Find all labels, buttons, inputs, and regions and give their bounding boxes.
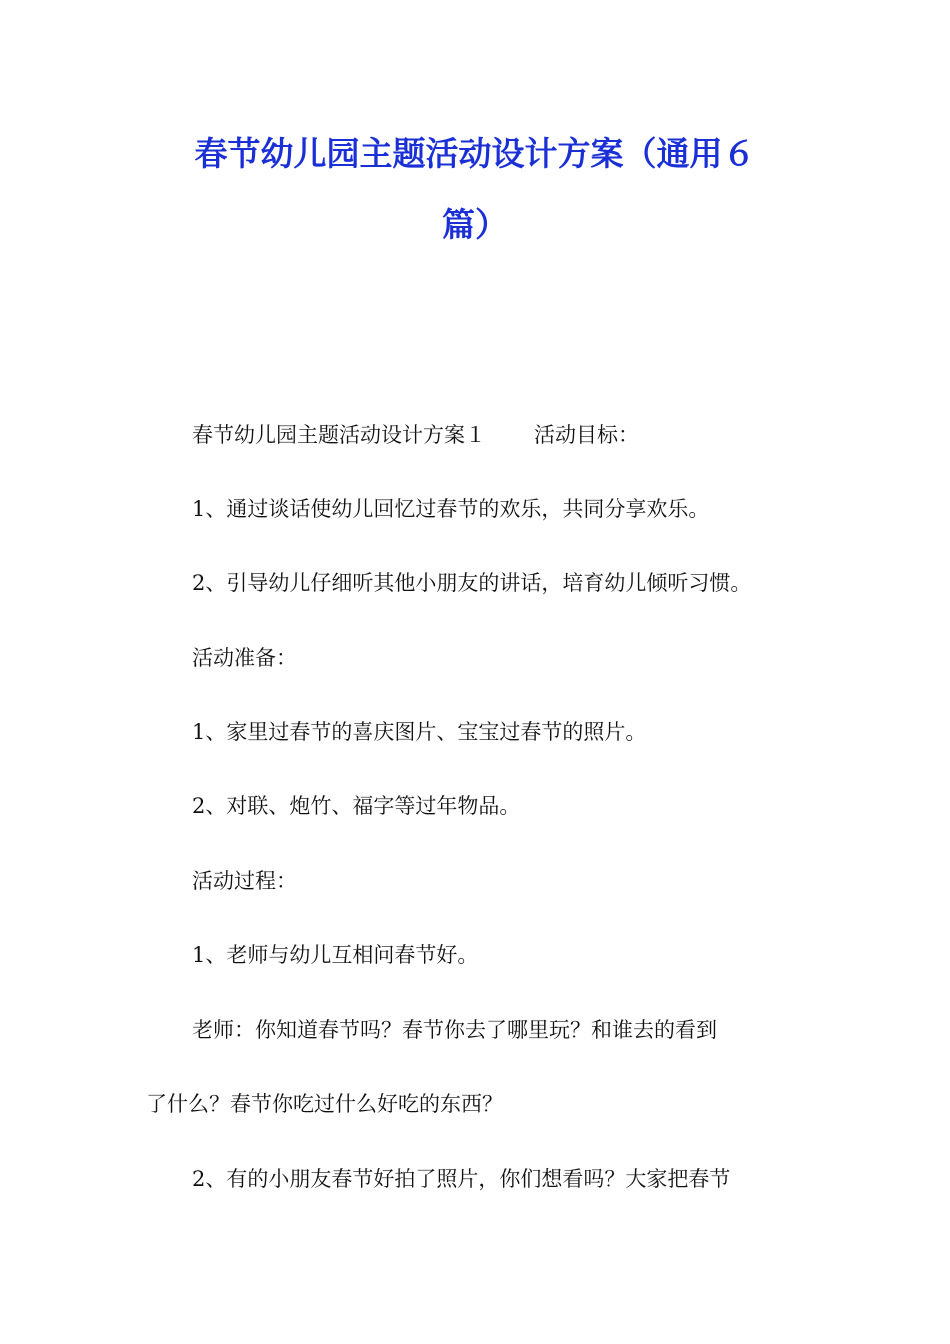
- subsection-label: 活动目标：: [534, 423, 639, 447]
- section-title: 春节幼儿园主题活动设计方案１: [192, 423, 486, 447]
- paragraph: 2、对联、炮竹、福字等过年物品。: [192, 794, 521, 818]
- paragraph: 了什么？春节你吃过什么好吃的东西？: [146, 1092, 503, 1116]
- paragraph: 活动过程：: [192, 869, 297, 893]
- paragraph: 1、通过谈话使幼儿回忆过春节的欢乐，共同分享欢乐。: [192, 497, 710, 521]
- paragraph: 2、有的小朋友春节好拍了照片，你们想看吗？大家把春节: [192, 1167, 731, 1191]
- document-title-line-2: 篇）: [442, 205, 508, 244]
- paragraph: 老师：你知道春节吗？春节你去了哪里玩？和谁去的看到: [192, 1018, 717, 1042]
- document-title-line-1: 春节幼儿园主题活动设计方案（通用６: [194, 134, 756, 173]
- section-heading: [192, 420, 639, 450]
- paragraph: 1、家里过春节的喜庆图片、宝宝过春节的照片。: [192, 720, 647, 744]
- paragraph: 活动准备：: [192, 646, 297, 670]
- paragraph: 1、老师与幼儿互相问春节好。: [192, 943, 479, 967]
- paragraph: 2、引导幼儿仔细听其他小朋友的讲话，培育幼儿倾听习惯。: [192, 571, 752, 595]
